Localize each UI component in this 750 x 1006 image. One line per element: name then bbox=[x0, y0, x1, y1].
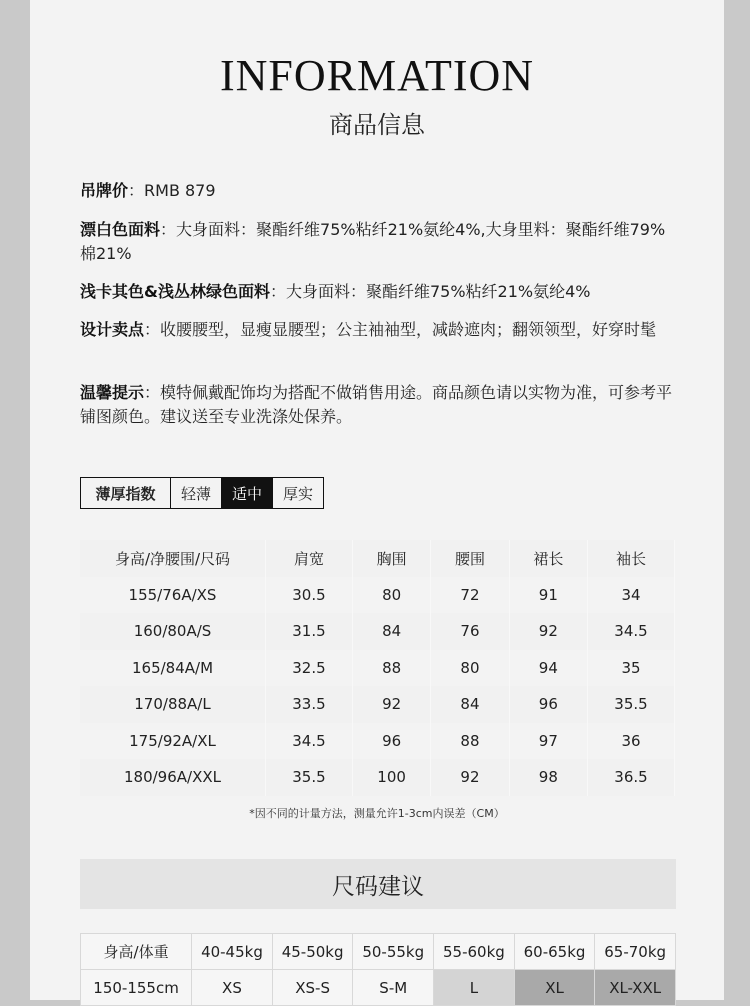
table-header-cell: 裙长 bbox=[509, 540, 587, 577]
table-cell: 165/84A/M bbox=[80, 650, 266, 687]
table-cell: 150-155cm bbox=[81, 970, 192, 1006]
khaki-fabric-value: ：大身面料：聚酯纤维75%粘纤21%氨纶4% bbox=[269, 282, 591, 301]
size-table-header bbox=[80, 540, 675, 577]
design-label: 设计卖点 bbox=[80, 320, 145, 339]
table-cell: XS-S bbox=[272, 970, 353, 1006]
size-advice-heading bbox=[80, 859, 676, 909]
table-cell: 160/80A/S bbox=[80, 613, 266, 650]
table-header-cell: 身高/体重 bbox=[81, 934, 192, 970]
table-cell: 84 bbox=[431, 686, 509, 723]
table-cell: 80 bbox=[431, 650, 509, 687]
khaki-fabric-label: 浅卡其色&浅丛林绿色面料 bbox=[80, 282, 270, 301]
table-row bbox=[80, 577, 675, 614]
table-row bbox=[80, 650, 675, 687]
table-cell: 35 bbox=[588, 650, 675, 687]
advice-header-row bbox=[81, 934, 676, 970]
table-cell: 92 bbox=[431, 759, 509, 796]
table-cell: XL-XXL bbox=[595, 970, 676, 1006]
white-fabric-value: ：大身面料：聚酯纤维75%粘纤21%氨纶4%,大身里料：聚酯纤维79%棉21% bbox=[80, 220, 666, 263]
design-row bbox=[80, 318, 680, 342]
table-header-cell: 腰围 bbox=[431, 540, 509, 577]
table-cell: 98 bbox=[509, 759, 587, 796]
table-cell: 175/92A/XL bbox=[80, 723, 266, 760]
table-cell: L bbox=[434, 970, 515, 1006]
table-cell: XS bbox=[192, 970, 273, 1006]
table-cell: 32.5 bbox=[266, 650, 353, 687]
khaki-fabric-row bbox=[80, 280, 680, 304]
table-cell: 155/76A/XS bbox=[80, 577, 266, 614]
table-cell: 170/88A/L bbox=[80, 686, 266, 723]
table-cell: 31.5 bbox=[266, 613, 353, 650]
size-advice-title: 尺码建议 bbox=[332, 873, 424, 900]
table-cell: 34.5 bbox=[266, 723, 353, 760]
table-row bbox=[80, 759, 675, 796]
tip-value: ：模特佩戴配饰均为搭配不做销售用途。商品颜色请以实物为准，可参考平铺图颜色。建议送至专业洗涤处保养。 bbox=[80, 383, 673, 426]
table-header-cell: 65-70kg bbox=[595, 934, 676, 970]
design-value: ：收腰腰型，显瘦显腰型；公主袖袖型，减龄遮肉；翻领领型，好穿时髦 bbox=[144, 320, 657, 339]
price-label: 吊牌价 bbox=[80, 181, 129, 200]
table-cell: 33.5 bbox=[266, 686, 353, 723]
measurement-note: *因不同的计量方法，测量允许1-3cm内误差（CM） bbox=[249, 807, 505, 820]
table-header-cell: 袖长 bbox=[588, 540, 675, 577]
price-value: ：RMB 879 bbox=[128, 181, 216, 200]
table-row bbox=[80, 723, 675, 760]
table-header-cell: 50-55kg bbox=[353, 934, 434, 970]
table-row bbox=[81, 970, 676, 1006]
tip-row bbox=[80, 381, 680, 429]
white-fabric-label: 漂白色面料 bbox=[80, 220, 161, 239]
table-cell: 72 bbox=[431, 577, 509, 614]
table-cell: 92 bbox=[352, 686, 430, 723]
table-cell: 30.5 bbox=[266, 577, 353, 614]
table-cell: 36 bbox=[588, 723, 675, 760]
table-cell: 92 bbox=[509, 613, 587, 650]
table-cell: 100 bbox=[352, 759, 430, 796]
thickness-label: 薄厚指数 bbox=[81, 478, 171, 508]
table-header-cell: 胸围 bbox=[352, 540, 430, 577]
table-row bbox=[80, 613, 675, 650]
page-title-en: INFORMATION bbox=[219, 51, 535, 100]
size-table bbox=[80, 540, 675, 796]
table-cell: 34.5 bbox=[588, 613, 675, 650]
table-cell: 97 bbox=[509, 723, 587, 760]
page-title-cn: 商品信息 bbox=[329, 111, 425, 139]
table-cell: 180/96A/XXL bbox=[80, 759, 266, 796]
table-cell: 96 bbox=[352, 723, 430, 760]
table-cell: 34 bbox=[588, 577, 675, 614]
table-header-cell: 40-45kg bbox=[192, 934, 273, 970]
table-row bbox=[80, 686, 675, 723]
table-cell: 35.5 bbox=[266, 759, 353, 796]
size-advice-table bbox=[80, 933, 676, 1006]
table-header-cell: 身高/净腰围/尺码 bbox=[80, 540, 266, 577]
table-cell: 88 bbox=[431, 723, 509, 760]
table-cell: XL bbox=[514, 970, 595, 1006]
white-fabric-row bbox=[80, 218, 680, 266]
table-header-cell: 45-50kg bbox=[272, 934, 353, 970]
thickness-option-thick: 厚实 bbox=[282, 484, 313, 503]
table-cell: 35.5 bbox=[588, 686, 675, 723]
price-row bbox=[80, 179, 680, 203]
table-cell: 36.5 bbox=[588, 759, 675, 796]
table-cell: 80 bbox=[352, 577, 430, 614]
thickness-index bbox=[80, 477, 324, 509]
table-cell: S-M bbox=[353, 970, 434, 1006]
tip-label: 温馨提示 bbox=[80, 383, 145, 402]
table-cell: 84 bbox=[352, 613, 430, 650]
product-info-page bbox=[30, 0, 724, 1000]
table-cell: 94 bbox=[509, 650, 587, 687]
table-cell: 88 bbox=[352, 650, 430, 687]
table-cell: 91 bbox=[509, 577, 587, 614]
thickness-option-medium: 适中 bbox=[222, 478, 273, 508]
table-header-cell: 55-60kg bbox=[434, 934, 515, 970]
thickness-option-light: 轻薄 bbox=[171, 478, 222, 508]
table-header-cell: 60-65kg bbox=[514, 934, 595, 970]
table-cell: 76 bbox=[431, 613, 509, 650]
table-cell: 96 bbox=[509, 686, 587, 723]
table-header-cell: 肩宽 bbox=[266, 540, 353, 577]
